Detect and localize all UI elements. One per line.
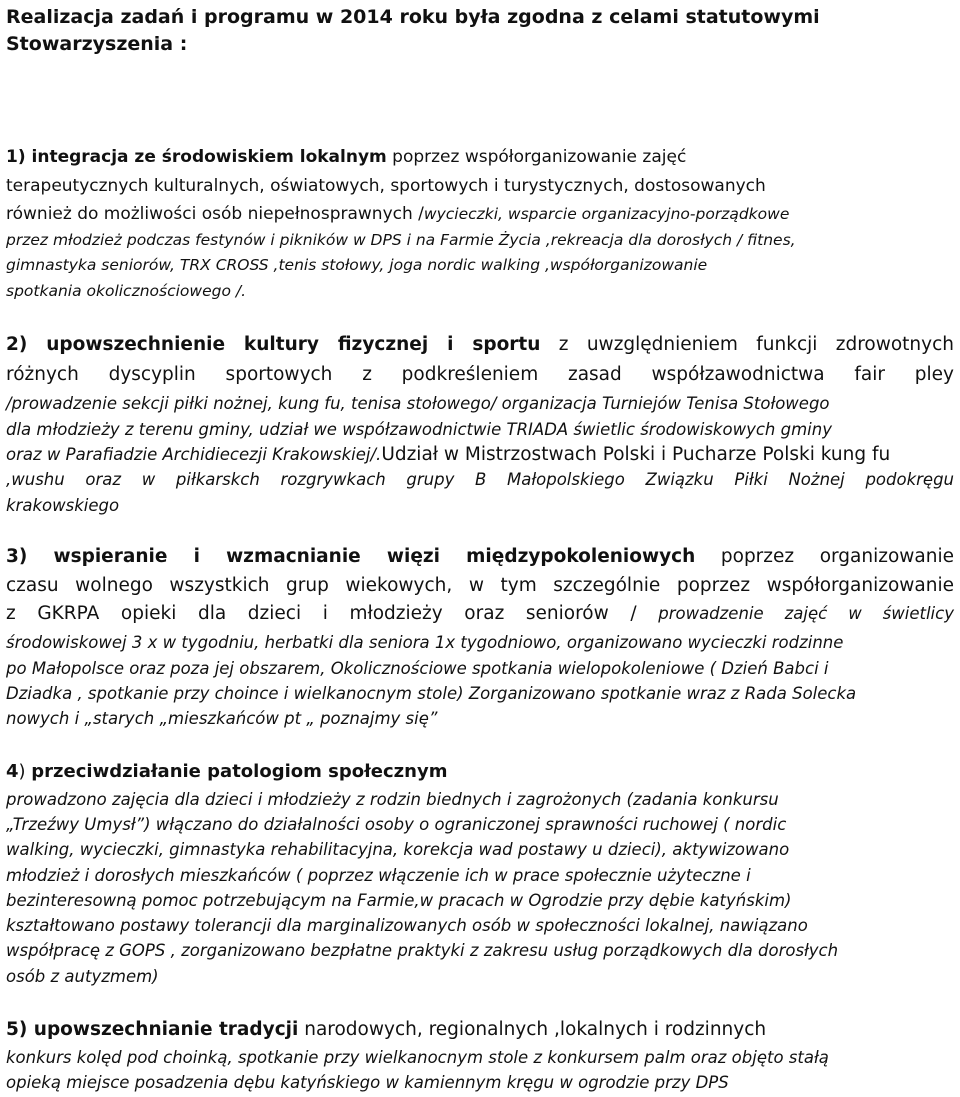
section-2-line: różnych dyscyplin sportowych z podkreśleniem zasad współzawodnictwa fair pley [6,364,954,385]
section-3-line: 3) wspieranie i wzmacnianie więzi międzypokoleniowych poprzez organizowanie [6,546,954,567]
section-2-line: /prowadzenie sekcji piłki nożnej, kung fu, tenisa stołowego/ organizacja Turniejów Tenisa Stołowego [6,394,830,413]
section-1-line: również do możliwości osób niepełnosprawnych /wycieczki, wsparcie organizacyjno-porządkowe [6,204,790,224]
section-2-line: dla młodzieży z terenu gminy, udział we współzawodnictwie TRIADA świetlic środowiskowych gminy [6,420,832,439]
section-2-line: ,wushu oraz w piłkarskch rozgrywkach grupy B Małopolskiego Związku Piłki Nożnej podokręgu [6,470,954,489]
section-4-line: młodzież i dorosłych mieszkańców ( poprzez włączenie ich w prace społecznie użyteczne i [6,866,751,885]
section-3-line: czasu wolnego wszystkich grup wiekowych, w tym szczególnie poprzez współorganizowanie [6,575,954,596]
section-1-line: 1) integracja ze środowiskiem lokalnym poprzez współorganizowanie zajęć [6,147,687,167]
section-2-line: krakowskiego [6,496,120,515]
section-4-heading: przeciwdziałanie patologiom społecznym [31,761,448,782]
section-1-heading: 1) integracja ze środowiskiem lokalnym [6,147,387,167]
section-2-line: oraz w Parafiadzie Archidiecezji Krakowskiej/.Udział w Mistrzostwach Polski i Pucharze Polski kung fu [6,444,891,465]
section-3-line: nowych i „starych „mieszkańców pt „ poznajmy się” [6,709,438,728]
section-4-line: prowadzono zajęcia dla dzieci i młodzieży z rodzin biednych i zagrożonych (zadania konkursu [6,790,779,809]
section-4-line: bezinteresowną pomoc potrzebującym na Farmie,w pracach w Ogrodzie przy dębie katyńskim) [6,891,792,910]
section-1-line: przez młodzież podczas festynów i pikników w DPS i na Farmie Życia ,rekreacja dla dorosłych / fitnes, [6,231,796,249]
section-4-line: kształtowano postawy tolerancji dla marginalizowanych osób w społeczności lokalnej, nawiązano [6,916,808,935]
section-4-line: współpracę z GOPS , zorganizowano bezpłatne praktyki z zakresu usług porządkowych dla dorosłych [6,941,839,960]
section-5-line: 5) upowszechnianie tradycji narodowych, regionalnych ,lokalnych i rodzinnych [6,1019,767,1040]
section-1-line: terapeutycznych kulturalnych, oświatowych, sportowych i turystycznych, dostosowanych [6,176,766,196]
section-3-line: z GKRPA opieki dla dzieci i młodzieży oraz seniorów / prowadzenie zajęć w świetlicy [6,603,954,624]
section-4-line: „Trzeźwy Umysł”) włączano do działalności osoby o ograniczonej sprawności ruchowej ( nordic [6,815,787,834]
section-3-heading: 3) wspieranie i wzmacnianie więzi międzypokoleniowych [6,546,696,567]
doc-title-line-1: Realizacja zadań i programu w 2014 roku była zgodna z celami statutowymi [6,6,820,28]
section-3-line: po Małopolsce oraz poza jej obszarem, Okolicznościowe spotkania wielopokoleniowe ( Dzień Babci i [6,659,829,678]
section-2-heading: 2) upowszechnienie kultury fizycznej i sportu [6,334,541,355]
section-4-line: osób z autyzmem) [6,967,159,986]
section-2-line: 2) upowszechnienie kultury fizycznej i sportu z uwzględnieniem funkcji zdrowotnych [6,334,954,355]
section-5-heading: 5) upowszechnianie tradycji [6,1019,299,1040]
doc-title-line-2: Stowarzyszenia : [6,33,188,55]
section-4-line: walking, wycieczki, gimnastyka rehabilitacyjna, korekcja wad postawy u dzieci), aktywizowano [6,840,790,859]
section-5-line: opieką miejsce posadzenia dębu katyńskiego w kamiennym kręgu w ogrodzie przy DPS [6,1073,729,1092]
section-1-line: spotkania okolicznościowego /. [6,282,247,300]
section-4-line: 4) przeciwdziałanie patologiom społecznym [6,761,448,782]
section-1-line: gimnastyka seniorów, TRX CROSS ,tenis stołowy, joga nordic walking ,współorganizowanie [6,256,708,274]
section-5-line: konkurs kolęd pod choinką, spotkanie przy wielkanocnym stole z konkursem palm oraz objęto stałą [6,1048,829,1067]
section-3-line: środowiskowej 3 x w tygodniu, herbatki dla seniora 1x tygodniowo, organizowano wycieczki rodzinne [6,633,844,652]
section-3-line: Dziadka , spotkanie przy choince i wielkanocnym stole) Zorganizowano spotkanie wraz z Rada Solecka [6,684,857,703]
